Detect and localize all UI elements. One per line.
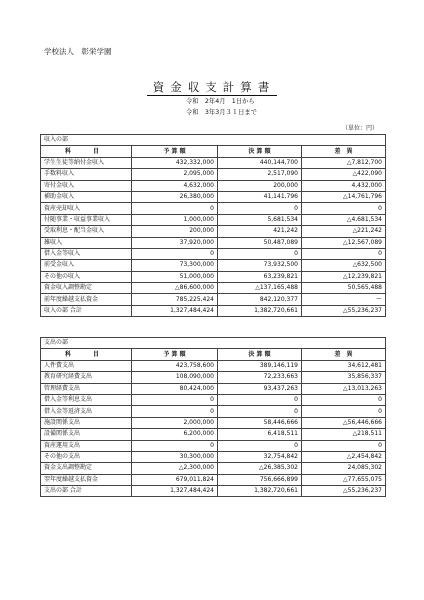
diff-cell: ー <box>302 294 386 305</box>
table-row <box>41 417 386 428</box>
diff-cell: 50,565,488 <box>302 283 386 294</box>
budget-cell: △86,600,000 <box>132 283 218 294</box>
income-section-row <box>41 135 386 146</box>
actual-cell: △26,385,302 <box>218 463 302 474</box>
budget-cell: 30,300,000 <box>132 451 218 462</box>
actual-cell: 63,239,821 <box>218 271 302 282</box>
actual-cell: 0 <box>218 406 302 417</box>
income-section-label: 収入の部 <box>41 135 132 146</box>
budget-cell: △2,300,000 <box>132 463 218 474</box>
expense-section-label: 支出の部 <box>41 338 132 349</box>
budget-cell: 2,000,000 <box>132 417 218 428</box>
budget-cell: 432,332,000 <box>132 157 218 168</box>
actual-cell: 0 <box>218 440 302 451</box>
item-cell: 付随事業・収益事業収入 <box>41 214 132 225</box>
budget-cell: 0 <box>132 248 218 259</box>
diff-cell: 35,856,337 <box>302 372 386 383</box>
diff-cell: △14,761,796 <box>302 191 386 202</box>
table-row <box>41 248 386 259</box>
actual-cell: 72,233,663 <box>218 372 302 383</box>
actual-cell: 6,418,511 <box>218 429 302 440</box>
budget-cell: 0 <box>132 394 218 405</box>
item-cell: 管理経費支出 <box>41 383 132 394</box>
column-header-diff: 差 異 <box>302 349 386 360</box>
item-cell: その他の支出 <box>41 451 132 462</box>
budget-cell: 1,000,000 <box>132 214 218 225</box>
diff-cell: △12,239,821 <box>302 271 386 282</box>
budget-cell: 6,200,000 <box>132 429 218 440</box>
total-actual: 1,382,720,661 <box>218 305 302 316</box>
diff-cell: 34,612,481 <box>302 360 386 371</box>
organization-name: 学校法人 彰栄学園 <box>44 47 112 56</box>
document-title: 資金収支計算書 <box>147 80 278 96</box>
item-cell: 借入金等返済支出 <box>41 406 132 417</box>
diff-cell: △13,013,263 <box>302 383 386 394</box>
actual-cell: 58,446,666 <box>218 417 302 428</box>
total-diff: △55,236,237 <box>302 486 386 497</box>
table-row <box>41 226 386 237</box>
diff-cell: △2,454,842 <box>302 451 386 462</box>
diff-cell: 0 <box>302 406 386 417</box>
actual-cell: 389,146,119 <box>218 360 302 371</box>
column-header-actual: 決 算 額 <box>218 146 302 157</box>
actual-cell: 0 <box>218 394 302 405</box>
budget-cell: 0 <box>132 203 218 214</box>
item-cell: 教育研究経費支出 <box>41 372 132 383</box>
diff-cell: △77,655,075 <box>302 474 386 485</box>
total-label: 支出の部 合計 <box>41 486 132 497</box>
expense-table <box>40 337 386 497</box>
item-cell: 資産運用支出 <box>41 440 132 451</box>
diff-cell: 0 <box>302 440 386 451</box>
actual-cell: 421,242 <box>218 226 302 237</box>
item-cell: 設備関係支出 <box>41 429 132 440</box>
table-row <box>41 451 386 462</box>
fiscal-period <box>186 96 257 118</box>
item-cell: 人件費支出 <box>41 360 132 371</box>
table-row <box>41 440 386 451</box>
item-cell: 翌年度繰越支払資金 <box>41 474 132 485</box>
diff-cell: 24,085,302 <box>302 463 386 474</box>
column-header-actual: 決 算 額 <box>218 349 302 360</box>
budget-cell: 108,090,000 <box>132 372 218 383</box>
item-cell: 借入金等収入 <box>41 248 132 259</box>
item-cell: 資金収入調整勘定 <box>41 283 132 294</box>
total-budget: 1,327,484,424 <box>132 305 218 316</box>
table-row <box>41 372 386 383</box>
income-header-row <box>41 146 386 157</box>
diff-cell: 0 <box>302 394 386 405</box>
actual-cell: 756,666,899 <box>218 474 302 485</box>
actual-cell: 50,487,089 <box>218 237 302 248</box>
table-row <box>41 237 386 248</box>
budget-cell: 73,300,000 <box>132 260 218 271</box>
total-diff: △55,236,237 <box>302 305 386 316</box>
actual-cell: 200,000 <box>218 180 302 191</box>
period-to: 令和 3年3月３１日まで <box>186 109 257 116</box>
table-row <box>41 203 386 214</box>
item-cell: 寄付金収入 <box>41 180 132 191</box>
table-row <box>41 406 386 417</box>
budget-cell: 4,632,000 <box>132 180 218 191</box>
table-row <box>41 271 386 282</box>
item-cell: 借入金等利息支出 <box>41 394 132 405</box>
income-total-row <box>41 305 386 316</box>
budget-cell: 679,011,824 <box>132 474 218 485</box>
total-label: 収入の部 合計 <box>41 305 132 316</box>
actual-cell: 5,681,534 <box>218 214 302 225</box>
diff-cell: 4,432,000 <box>302 180 386 191</box>
table-row <box>41 463 386 474</box>
actual-cell: 0 <box>218 248 302 259</box>
table-row <box>41 283 386 294</box>
budget-cell: 51,000,000 <box>132 271 218 282</box>
table-row <box>41 394 386 405</box>
expense-header-row <box>41 349 386 360</box>
item-cell: その他の収入 <box>41 271 132 282</box>
actual-cell: △137,165,488 <box>218 283 302 294</box>
budget-cell: 0 <box>132 406 218 417</box>
expense-body <box>41 338 386 497</box>
column-header-diff: 差 異 <box>302 146 386 157</box>
unit-label: （単位：円） <box>341 125 378 132</box>
table-row <box>41 214 386 225</box>
actual-cell: 842,120,377 <box>218 294 302 305</box>
budget-cell: 26,380,000 <box>132 191 218 202</box>
document-title-wrap <box>0 76 424 95</box>
actual-cell: 32,754,842 <box>218 451 302 462</box>
diff-cell: 0 <box>302 203 386 214</box>
column-header-budget: 予 算 額 <box>132 349 218 360</box>
budget-cell: 200,000 <box>132 226 218 237</box>
diff-cell: △4,681,534 <box>302 214 386 225</box>
total-actual: 1,382,720,661 <box>218 486 302 497</box>
item-cell: 補助金収入 <box>41 191 132 202</box>
table-row <box>41 260 386 271</box>
table-row <box>41 294 386 305</box>
actual-cell: 0 <box>218 203 302 214</box>
column-header-budget: 予 算 額 <box>132 146 218 157</box>
actual-cell: 93,437,263 <box>218 383 302 394</box>
income-body <box>41 135 386 317</box>
actual-cell: 73,932,500 <box>218 260 302 271</box>
diff-cell: △221,242 <box>302 226 386 237</box>
table-row <box>41 429 386 440</box>
diff-cell: △422,090 <box>302 169 386 180</box>
diff-cell: △12,567,089 <box>302 237 386 248</box>
column-header-item: 科 目 <box>41 146 132 157</box>
item-cell: 前受金収入 <box>41 260 132 271</box>
diff-cell: △7,812,700 <box>302 157 386 168</box>
diff-cell: △56,446,666 <box>302 417 386 428</box>
budget-cell: 0 <box>132 440 218 451</box>
table-row <box>41 169 386 180</box>
item-cell: 雑収入 <box>41 237 132 248</box>
item-cell: 手数料収入 <box>41 169 132 180</box>
budget-cell: 80,424,000 <box>132 383 218 394</box>
item-cell: 施設関係支出 <box>41 417 132 428</box>
expense-section-row <box>41 338 386 349</box>
column-header-item: 科 目 <box>41 349 132 360</box>
table-row <box>41 191 386 202</box>
income-table <box>40 134 386 317</box>
item-cell: 資金支出調整勘定 <box>41 463 132 474</box>
item-cell: 受取利息・配当金収入 <box>41 226 132 237</box>
diff-cell: 0 <box>302 248 386 259</box>
table-row <box>41 157 386 168</box>
actual-cell: 440,144,700 <box>218 157 302 168</box>
table-row <box>41 360 386 371</box>
budget-cell: 423,758,600 <box>132 360 218 371</box>
actual-cell: 2,517,090 <box>218 169 302 180</box>
total-budget: 1,327,484,424 <box>132 486 218 497</box>
item-cell: 前年度繰越支払資金 <box>41 294 132 305</box>
diff-cell: △218,511 <box>302 429 386 440</box>
budget-cell: 785,225,424 <box>132 294 218 305</box>
period-from: 令和 2年4月 1日から <box>186 98 255 105</box>
budget-cell: 2,095,000 <box>132 169 218 180</box>
expense-total-row <box>41 486 386 497</box>
budget-cell: 37,920,000 <box>132 237 218 248</box>
actual-cell: 41,141,796 <box>218 191 302 202</box>
table-row <box>41 383 386 394</box>
item-cell: 資産売却収入 <box>41 203 132 214</box>
diff-cell: △632,500 <box>302 260 386 271</box>
item-cell: 学生生徒等納付金収入 <box>41 157 132 168</box>
table-row <box>41 474 386 485</box>
table-row <box>41 180 386 191</box>
